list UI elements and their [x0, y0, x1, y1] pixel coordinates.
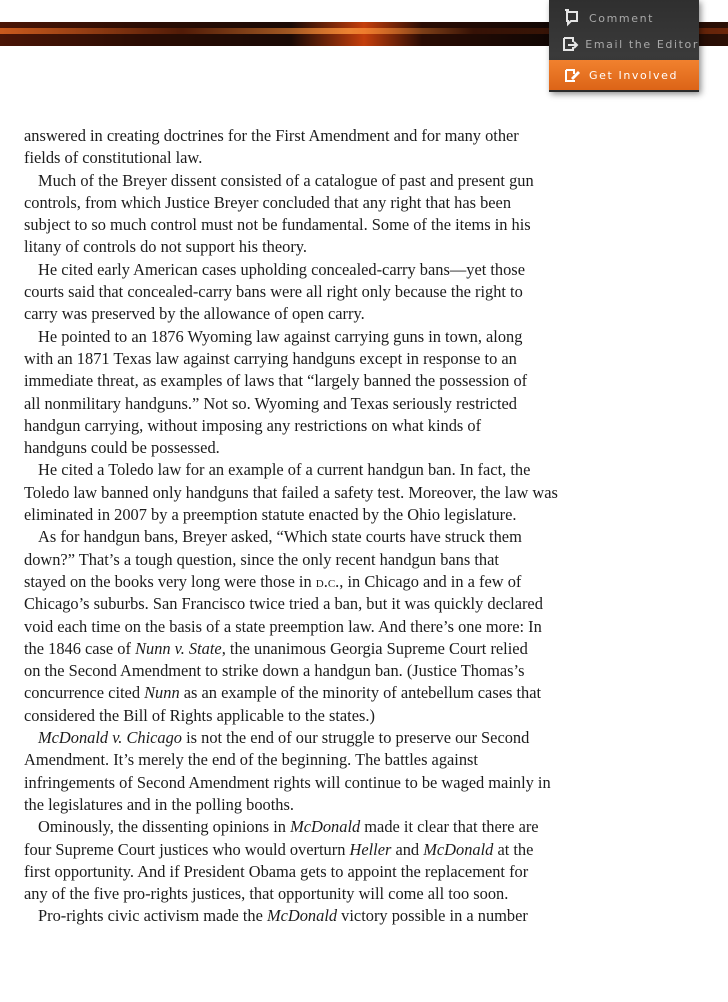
article-line: He cited a Toledo law for an example of a current handgun ban. In fact, the	[38, 460, 531, 480]
email-editor-link[interactable]	[549, 32, 699, 56]
article-text: victory possible in a number	[337, 906, 528, 926]
article-line	[24, 571, 594, 593]
article-line: the legislatures and in the polling booths.	[24, 794, 294, 814]
article-line: down?” That’s a tough question, since the only recent handgun bans that	[24, 549, 499, 569]
article-text: Pro-rights civic activism made the	[38, 906, 267, 926]
article-line: subject to so much control must not be fundamental. Some of the items in his	[24, 215, 531, 235]
article-line	[24, 816, 594, 838]
article-line: carry was preserved by the allowance of open carry.	[24, 304, 365, 324]
article-line	[24, 638, 594, 660]
article-line: infringements of Second Amendment rights will continue to be waged mainly in	[24, 772, 551, 792]
article-line: first opportunity. And if President Obama gets to appoint the replacement for	[24, 861, 529, 881]
article-line	[24, 727, 594, 749]
article-line: Chicago’s suburbs. San Francisco twice tried a ban, but it was quickly declared	[24, 594, 543, 614]
email-editor-label: Email the Editor	[585, 37, 699, 51]
article-text: the 1846 case of	[24, 638, 136, 658]
article-line: He pointed to an 1876 Wyoming law against carrying guns in town, along	[38, 326, 523, 346]
email-icon	[561, 34, 579, 54]
article-text: is not the end of our struggle to preserve our Second	[182, 728, 530, 748]
article-line: with an 1871 Texas law against carrying handguns except in response to an	[24, 348, 517, 368]
case-name: Nunn v. State	[135, 638, 222, 658]
article-text: stayed on the books very long were those in	[24, 571, 316, 591]
article-line: fields of constitutional law.	[24, 148, 203, 168]
article-text: , in Chicago and in a few of	[339, 571, 522, 591]
case-name: McDonald	[266, 906, 338, 926]
article-line: He cited early American cases upholding concealed-carry bans—yet those	[38, 259, 525, 279]
comment-label: Comment	[589, 11, 655, 25]
sidebar-actions	[549, 0, 699, 92]
article-line: answered in creating doctrines for the First Amendment and for many other	[24, 126, 519, 145]
article-text: and	[391, 839, 424, 859]
article-text: , the unanimous Georgia Supreme Court relied	[221, 638, 528, 658]
case-name: McDonald	[290, 817, 361, 837]
article-line: courts said that concealed-carry bans were all right only because the right to	[24, 282, 523, 302]
article-line: considered the Bill of Rights applicable to the states.)	[24, 705, 375, 725]
case-name: Nunn	[144, 683, 180, 703]
get-involved-label: Get Involved	[589, 68, 679, 82]
article-line: controls, from which Justice Breyer concluded that any right that has been	[24, 192, 512, 212]
article-line: Toledo law banned only handguns that failed a safety test. Moreover, the law was	[24, 482, 558, 502]
get-involved-button[interactable]	[549, 60, 699, 90]
article-line: Amendment. It’s merely the end of the beginning. The battles against	[24, 750, 478, 770]
article-line: handguns could be possessed.	[24, 438, 220, 458]
article-line	[24, 905, 594, 927]
article-line	[24, 682, 594, 704]
article-body	[24, 125, 594, 928]
comment-link[interactable]	[549, 6, 699, 30]
article-line: eliminated in 2007 by a preemption statute enacted by the Ohio legislature.	[24, 505, 517, 525]
article-line: As for handgun bans, Breyer asked, “Which state courts have struck them	[38, 527, 522, 547]
article-line: Much of the Breyer dissent consisted of a catalogue of past and present gun	[38, 170, 534, 190]
article-line: on the Second Amendment to strike down a handgun ban. (Justice Thomas’s	[24, 661, 525, 681]
article-text: as an example of the minority of antebellum cases that	[179, 683, 542, 703]
article-line: any of the five pro-rights justices, that opportunity will come all too soon.	[24, 884, 509, 904]
article-text: concurrence cited	[24, 683, 145, 703]
article-text: at the	[493, 839, 534, 859]
article-text: Ominously, the dissenting opinions in	[38, 817, 291, 837]
article-line: handgun carrying, without imposing any restrictions on what kinds of	[24, 415, 482, 435]
article-line	[24, 839, 594, 861]
get-involved-icon	[561, 65, 583, 85]
article-text: made it clear that there are	[360, 817, 539, 837]
article-line: all nonmilitary handguns.” Not so. Wyoming and Texas seriously restricted	[24, 393, 517, 413]
case-name: McDonald	[423, 839, 494, 859]
case-name: McDonald v. Chicago	[38, 728, 182, 748]
comment-icon	[561, 8, 583, 28]
article-line: immediate threat, as examples of laws that “largely banned the possession of	[24, 371, 528, 391]
article-text: d.c.	[315, 571, 340, 591]
case-name: Heller	[349, 839, 392, 859]
article-line: void each time on the basis of a state preemption law. And there’s one more: In	[24, 616, 542, 636]
article-text: four Supreme Court justices who would overturn	[24, 839, 350, 859]
article-line: litany of controls do not support his theory.	[24, 237, 308, 257]
